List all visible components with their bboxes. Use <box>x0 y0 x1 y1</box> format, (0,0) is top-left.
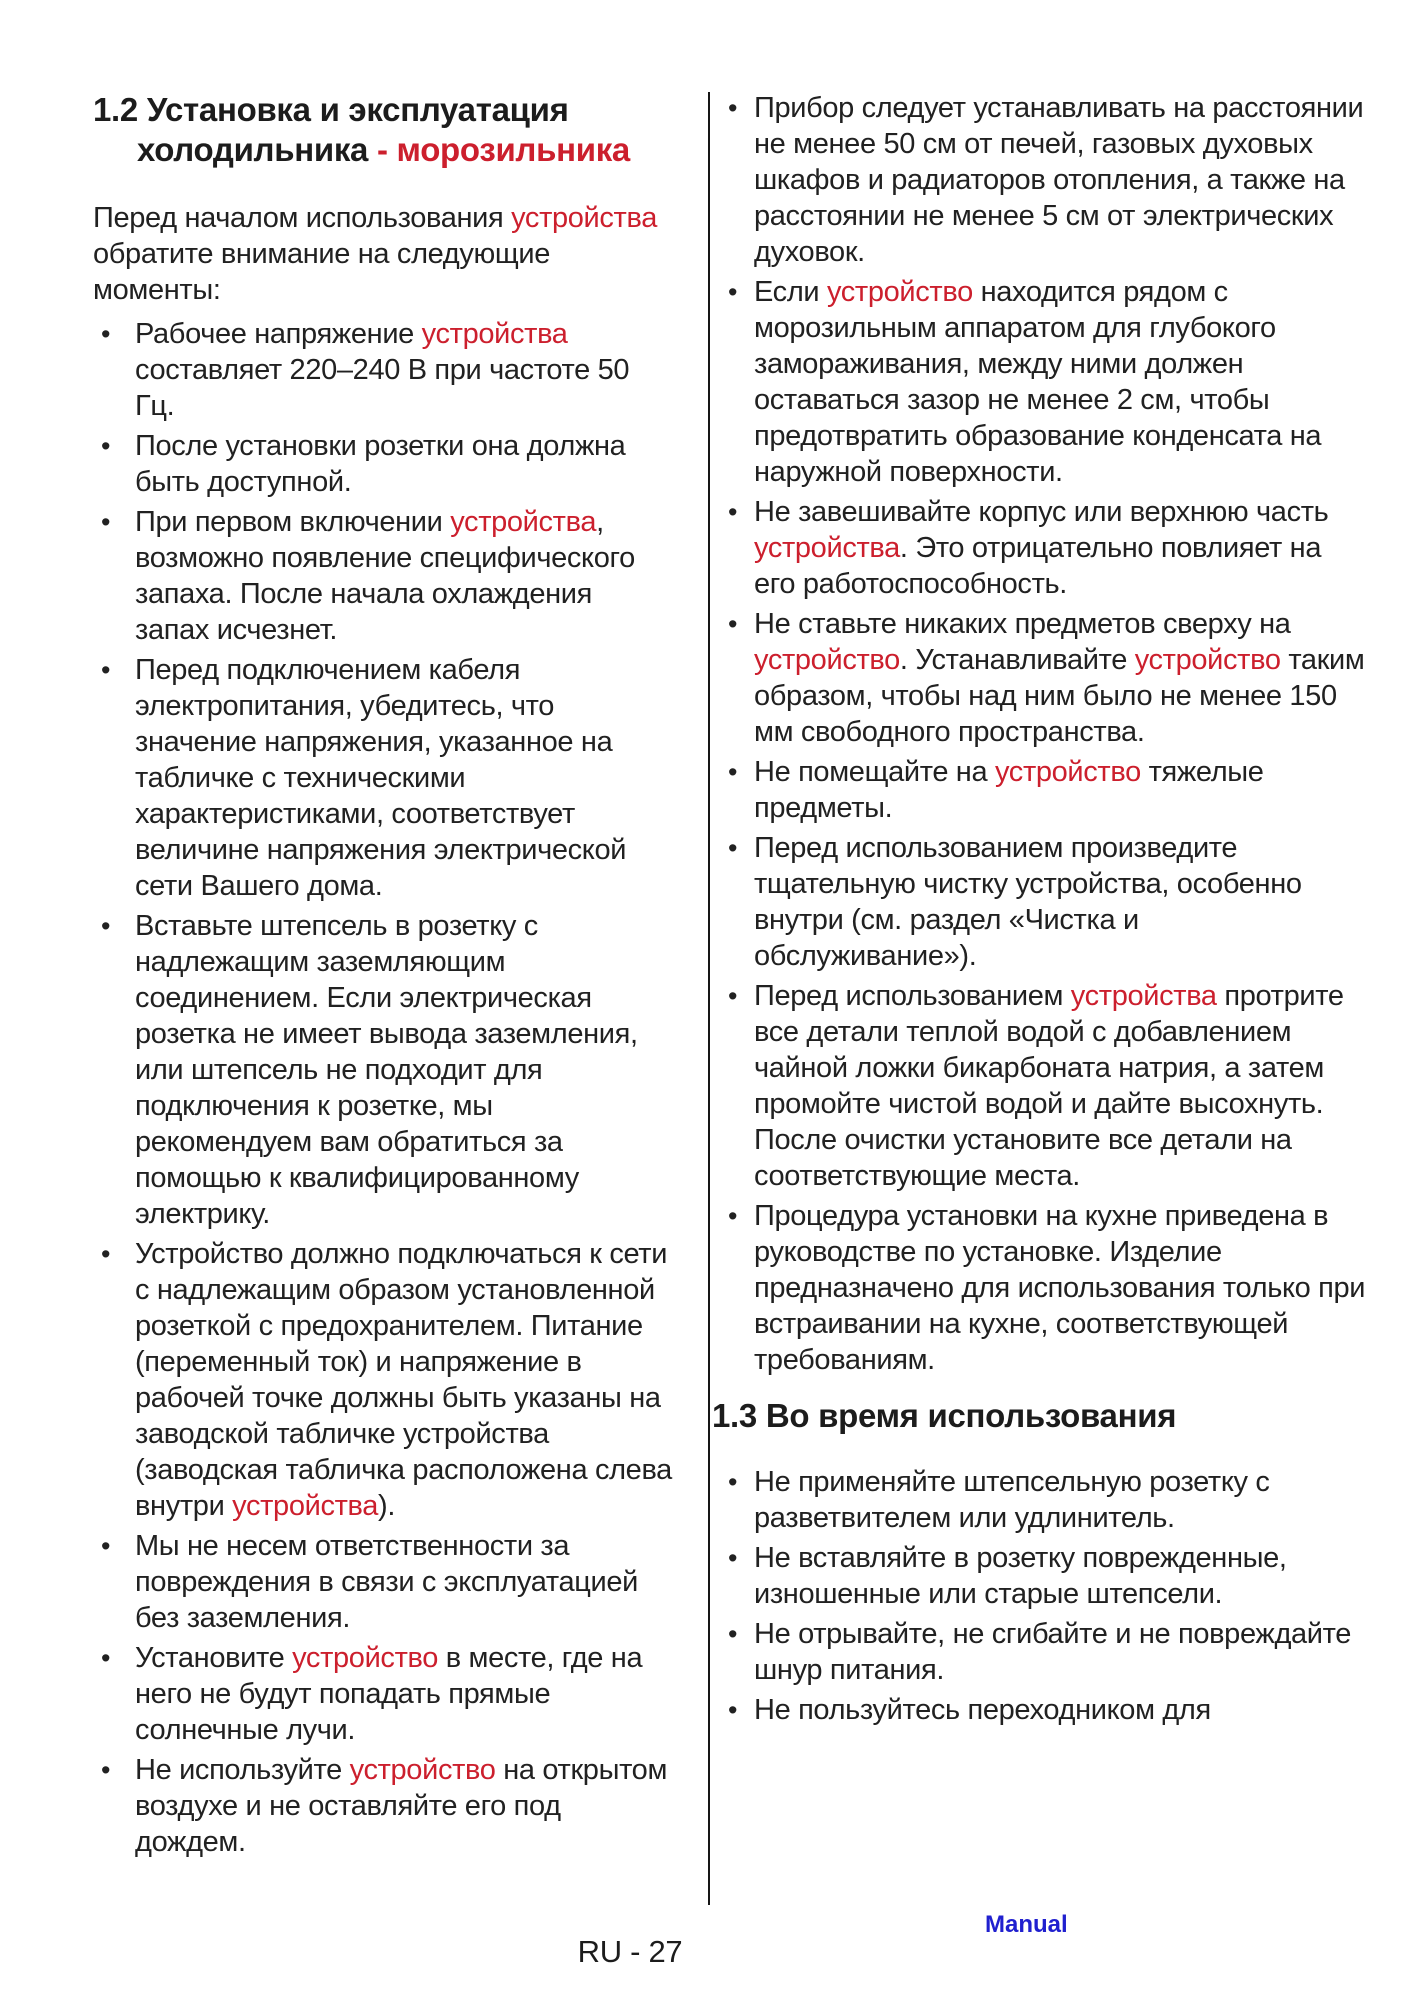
bullet-item <box>712 90 1367 270</box>
bullet-item <box>93 1528 673 1636</box>
text-segment: Перед использованием <box>754 980 1071 1012</box>
highlighted-term: - морозильника <box>376 131 630 168</box>
bullet-item <box>712 1616 1367 1688</box>
text-segment: Рабочее напряжение <box>135 318 422 350</box>
text-segment: Не применяйте штепсельную розетку с разветвителем или удлинитель. <box>754 1466 1270 1534</box>
text-segment: на открытом воздухе и не оставляйте его под дождем. <box>135 1754 668 1858</box>
highlighted-term: устройства <box>511 202 657 234</box>
footer-page-number: RU - 27 <box>577 1934 683 1969</box>
text-segment: Не помещайте на <box>754 756 995 788</box>
bullet-item <box>712 1198 1367 1378</box>
section-heading-1-2 <box>93 90 673 170</box>
text-segment: Если <box>754 276 827 308</box>
text-segment: Не завешивайте корпус или верхнюю часть <box>754 496 1329 528</box>
bullet-item <box>93 652 673 904</box>
bullet-item <box>712 830 1367 974</box>
text-segment: Мы не несем ответственности за повреждения в связи с эксплуатацией без заземления. <box>135 1530 639 1634</box>
highlighted-term: устройства <box>754 532 900 564</box>
highlighted-term: устройства <box>1070 980 1217 1012</box>
bullet-item <box>93 1236 673 1524</box>
text-segment: ). <box>378 1490 396 1522</box>
bullet-item <box>93 428 673 500</box>
bullet-item <box>712 1540 1367 1612</box>
manual-link[interactable]: Manual <box>985 1911 1068 1938</box>
text-segment: Не ставьте никаких предметов сверху на <box>754 608 1291 640</box>
highlighted-term: устройства <box>421 318 568 350</box>
heading-line-1: 1.2 Установка и эксплуатация <box>93 91 569 128</box>
text-segment: Перед началом использования <box>93 202 512 234</box>
text-segment: Не отрывайте, не сгибайте и не повреждайте шнур питания. <box>754 1618 1352 1686</box>
intro-paragraph <box>93 200 673 308</box>
bullet-item <box>93 504 673 648</box>
bullet-item <box>93 908 673 1232</box>
text-segment: протрите все детали теплой водой с добавлением чайной ложки бикарбоната натрия, а затем промойте чистой водой и дайте высохнуть. После очистки установите все детали на соответствующие места. <box>754 980 1344 1192</box>
highlighted-term: устройство <box>994 756 1141 788</box>
highlighted-term: устройства <box>450 506 597 538</box>
text-segment: После установки розетки она должна быть доступной. <box>135 430 626 498</box>
bullet-item <box>712 606 1367 750</box>
bullet-item <box>712 1464 1367 1536</box>
text-segment: Вставьте штепсель в розетку с надлежащим заземляющим соединением. Если электрическая розетка не имеет вывода заземления, или штепсель не подходит для подключения к розетке, мы рекомендуем вам обратиться за помощью к квалифицированному электрику. <box>135 910 638 1230</box>
column-divider <box>708 92 710 1905</box>
bullet-item <box>712 274 1367 490</box>
highlighted-term: устройство <box>826 276 973 308</box>
text-segment: При первом включении <box>135 506 451 538</box>
text-segment: Устройство должно подключаться к сети с надлежащим образом установленной розеткой с предохранителем. Питание (переменный ток) и напряжение в рабочей точке должны быть указаны на заводской табличке устройства (заводская табличка расположена слева внутри <box>135 1238 672 1522</box>
text-segment: Не используйте <box>135 1754 350 1786</box>
text-segment: Прибор следует устанавливать на расстоянии не менее 50 см от печей, газовых духовых шкафов и радиаторов отопления, а также на расстоянии не менее 5 см от электрических духовок. <box>754 92 1364 268</box>
section-heading-1-3: 1.3 Во время использования <box>712 1397 1177 1434</box>
bullet-item <box>93 1752 673 1860</box>
text-segment: Перед использованием произведите тщательную чистку устройства, особенно внутри (см. раздел «Чистка и обслуживание»). <box>754 832 1302 972</box>
text-segment: в месте, где на него не будут попадать прямые солнечные лучи. <box>135 1642 643 1746</box>
text-segment: . Это отрицательно повлияет на его работоспособность. <box>754 532 1322 600</box>
bullet-item <box>712 1692 1367 1728</box>
text-segment: , возможно появление специфического запаха. После начала охлаждения запах исчезнет. <box>135 506 635 646</box>
left-column <box>93 90 673 1864</box>
right-column <box>712 90 1367 1732</box>
bullet-item <box>712 754 1367 826</box>
text-segment: холодильника <box>137 131 377 168</box>
bullet-item <box>93 316 673 424</box>
highlighted-term: устройства <box>232 1490 379 1522</box>
highlighted-term: устройство <box>292 1642 439 1674</box>
highlighted-term: устройство <box>349 1754 496 1786</box>
text-segment: Процедура установки на кухне приведена в руководстве по установке. Изделие предназначено для использования только при встраивании на кухне, соответствующей требованиям. <box>754 1200 1366 1376</box>
text-segment: Установите <box>135 1642 293 1674</box>
text-segment: . Устанавливайте <box>899 644 1135 676</box>
usage-bullet-list <box>712 1464 1367 1728</box>
bullet-item <box>93 1640 673 1748</box>
text-segment: тяжелые предметы. <box>754 756 1264 824</box>
text-segment: Не пользуйтесь переходником для <box>754 1694 1211 1726</box>
installation-bullet-list-left <box>93 316 673 1860</box>
installation-bullet-list-right <box>712 90 1367 1378</box>
text-segment: Перед подключением кабеля электропитания, убедитесь, что значение напряжения, указанное на табличке с техническими характеристиками, соответствует величине напряжения электрической сети Вашего дома. <box>135 654 627 902</box>
heading-line-2 <box>93 130 673 170</box>
text-segment: Не вставляйте в розетку поврежденные, изношенные или старые штепсели. <box>754 1542 1287 1610</box>
text-segment: составляет 220–240 В при частоте 50 Гц. <box>135 354 630 422</box>
highlighted-term: устройство <box>754 644 900 676</box>
text-segment: обратите внимание на следующие моменты: <box>93 238 551 306</box>
bullet-item <box>712 494 1367 602</box>
text-segment: таким образом, чтобы над ним было не менее 150 мм свободного пространства. <box>754 644 1365 748</box>
bullet-item <box>712 978 1367 1194</box>
highlighted-term: устройство <box>1134 644 1281 676</box>
text-segment: находится рядом с морозильным аппаратом для глубокого замораживания, между ними должен оставаться зазор не менее 2 см, чтобы предотвратить образование конденсата на наружной поверхности. <box>754 276 1322 488</box>
